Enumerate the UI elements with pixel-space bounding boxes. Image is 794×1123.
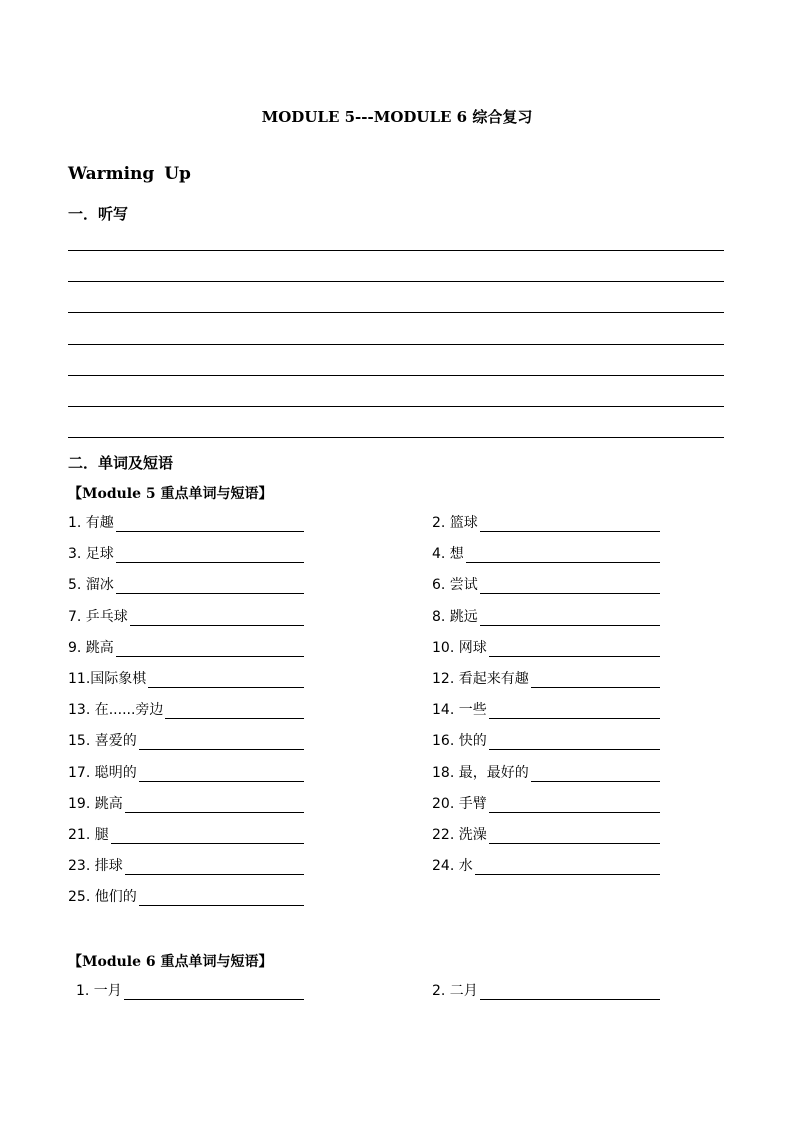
vocab-item [432,575,660,595]
vocab-item-label: 5. 溜冰 [68,577,114,594]
vocab-item [68,607,304,627]
dictation-line[interactable] [68,406,724,407]
vocab-item [432,763,660,783]
vocab-item-label: 11.国际象棋 [68,671,147,687]
vocab-item-label: 25. 他们的 [68,889,137,906]
vocab-item-label: 12. 看起来有趣 [432,671,529,687]
vocab-item-label: 14. 一些 [432,702,487,719]
page-title: MODULE 5---MODULE 6 综合复习 [261,108,533,126]
vocab-item-label: 22. 洗澡 [432,827,487,843]
answer-blank[interactable] [531,781,660,782]
vocab-item [432,669,660,689]
vocabulary-heading: 二．单词及短语 [68,454,174,472]
vocab-item [432,607,660,627]
vocab-item [432,700,660,720]
vocab-item-label: 1. 一月 [76,983,122,999]
vocab-item-label: 15. 喜爱的 [68,733,137,750]
vocab-item-label: 20. 手臂 [432,795,487,812]
vocab-item [68,763,304,783]
vocab-item [432,825,660,845]
answer-blank[interactable] [116,562,304,563]
dictation-line[interactable] [68,250,724,251]
answer-blank[interactable] [116,531,304,532]
answer-blank[interactable] [489,656,660,657]
answer-blank[interactable] [139,749,304,750]
answer-blank[interactable] [489,843,660,844]
vocab-item [68,887,304,907]
vocab-item-label: 16. 快的 [432,733,487,750]
warming-up-heading: Warming Up [68,164,191,184]
answer-blank[interactable] [489,749,660,750]
answer-blank[interactable] [165,718,304,719]
vocab-item-label: 1. 有趣 [68,515,114,531]
vocab-item [432,638,660,658]
vocab-item-label: 3. 足球 [68,546,114,563]
module5-heading: 【Module 5 重点单词与短语】 [68,486,273,502]
answer-blank[interactable] [466,562,660,563]
answer-blank[interactable] [125,874,304,875]
vocab-item-label: 23. 排球 [68,858,123,875]
answer-blank[interactable] [116,656,304,657]
vocab-item [432,731,660,751]
answer-blank[interactable] [116,593,304,594]
answer-blank[interactable] [480,593,660,594]
answer-blank[interactable] [130,625,304,626]
answer-blank[interactable] [148,687,304,688]
dictation-line[interactable] [68,437,724,438]
vocab-item-label: 17. 聪明的 [68,764,137,781]
vocab-item [68,856,304,876]
dictation-line[interactable] [68,344,724,345]
dictation-line[interactable] [68,375,724,376]
vocab-item-label: 6. 尝试 [432,577,478,594]
vocab-item-label: 19. 跳高 [68,795,123,812]
vocab-item [68,700,304,720]
vocab-item [68,731,304,751]
vocab-item [68,544,304,564]
vocab-item-label: 18. 最，最好的 [432,764,529,781]
vocab-item [432,856,660,876]
vocab-item-label: 2. 篮球 [432,515,478,531]
answer-blank[interactable] [480,625,660,626]
answer-blank[interactable] [139,781,304,782]
vocab-item [432,513,660,533]
vocab-item-label: 4. 想 [432,546,464,563]
answer-blank[interactable] [139,905,304,906]
answer-blank[interactable] [531,687,660,688]
vocab-item [68,638,304,658]
answer-blank[interactable] [480,531,660,532]
vocab-item [432,544,660,564]
vocab-item-label: 13. 在......旁边 [68,702,164,719]
answer-blank[interactable] [124,999,304,1000]
dictation-line[interactable] [68,312,724,313]
answer-blank[interactable] [125,812,304,813]
dictation-line[interactable] [68,281,724,282]
vocab-item [432,794,660,814]
vocab-item-label: 10. 网球 [432,639,487,656]
vocab-item-label: 8. 跳远 [432,608,478,625]
answer-blank[interactable] [111,843,304,844]
dictation-heading: 一．听写 [68,205,129,223]
module6-heading: 【Module 6 重点单词与短语】 [68,954,273,970]
vocab-item [68,669,304,689]
vocab-item [68,575,304,595]
vocab-item-label: 24. 水 [432,858,473,875]
vocab-item [76,981,304,1001]
vocab-item [68,825,304,845]
answer-blank[interactable] [480,999,660,1000]
vocab-item [432,981,660,1001]
vocab-item [68,794,304,814]
vocab-item-label: 2. 二月 [432,983,478,999]
answer-blank[interactable] [475,874,660,875]
vocab-item-label: 21. 腿 [68,827,109,843]
answer-blank[interactable] [489,718,660,719]
vocab-item [68,513,304,533]
vocab-item-label: 9. 跳高 [68,639,114,656]
answer-blank[interactable] [489,812,660,813]
vocab-item-label: 7. 乒乓球 [68,608,128,625]
